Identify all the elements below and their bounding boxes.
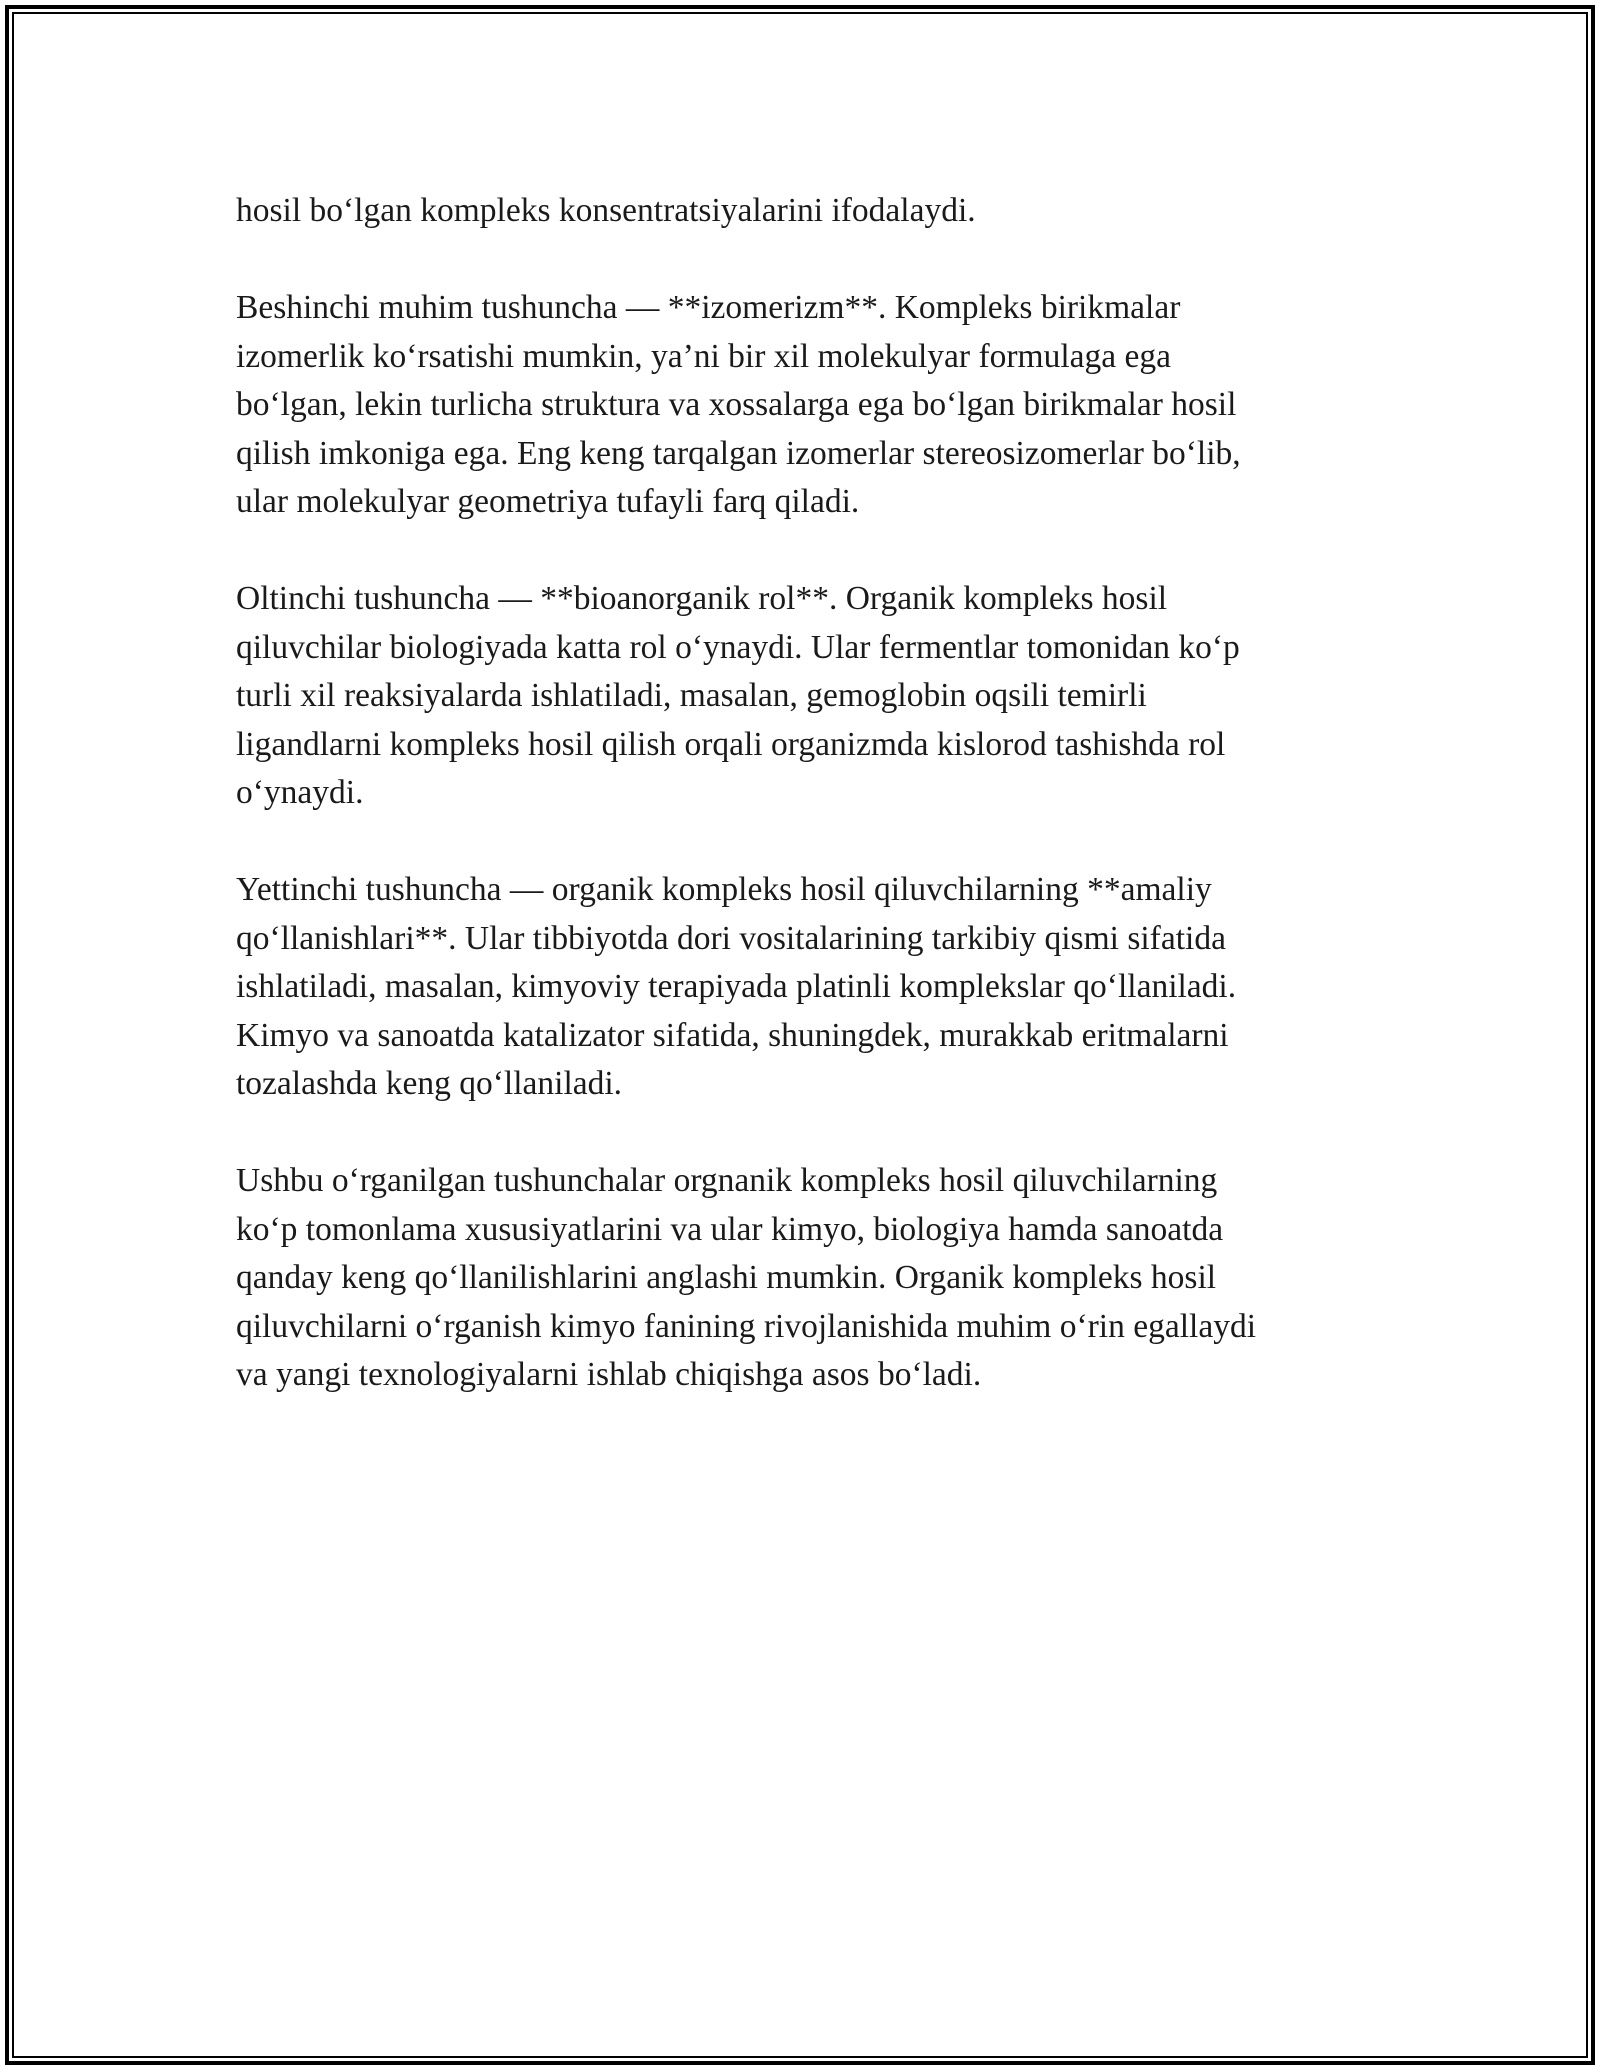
paragraph-isomerism: Beshinchi muhim tushuncha — **izomerizm**. Kompleks birikmalar izomerlik ko‘rsatishi mumkin, ya’ni bir xil molekulyar formulaga ega bo‘lgan, lekin turlicha struktura va xossalarga ega bo‘lgan birikmalar hosil qilish imkoniga ega. Eng keng tarqalgan izomerlar stereosizomerlar bo‘lib, ular molekulyar geometriya tufayli farq qiladi. xyxy=(236,289,1241,520)
paragraph-conclusion: Ushbu o‘rganilgan tushunchalar orgnanik kompleks hosil qiluvchilarning ko‘p tomonlama xususiyatlarini va ular kimyo, biologiya hamda sanoatda qanday keng qo‘llanilishlarini anglashi mumkin. Organik kompleks hosil qiluvchilarni o‘rganish kimyo fanining rivojlanishida muhim o‘rin egallaydi va yangi texnologiyalarni ishlab chiqishga asos bo‘ladi. xyxy=(236,1162,1257,1393)
document-body xyxy=(236,187,1366,1400)
paragraph-continuation: hosil bo‘lgan kompleks konsentratsiyalarini ifodalaydi. xyxy=(236,192,976,229)
paragraph-practical-applications: Yettinchi tushuncha — organik kompleks hosil qiluvchilarning **amaliy qo‘llanishlari**. Ular tibbiyotda dori vositalarining tarkibiy qismi sifatida ishlatiladi, masalan, kimyoviy terapiyada platinli komplekslar qo‘llaniladi. Kimyo va sanoatda katalizator sifatida, shuningdek, murakkab eritmalarni tozalashda keng qo‘llaniladi. xyxy=(236,871,1237,1102)
paragraph-bioinorganic-role: Oltinchi tushuncha — **bioanorganik rol**. Organik kompleks hosil qiluvchilar biologiyada katta rol o‘ynaydi. Ular fermentlar tomonidan ko‘p turli xil reaksiyalarda ishlatiladi, masalan, gemoglobin oqsili temirli ligandlarni kompleks hosil qilish orqali organizmda kislorod tashishda rol o‘ynaydi. xyxy=(236,580,1240,811)
